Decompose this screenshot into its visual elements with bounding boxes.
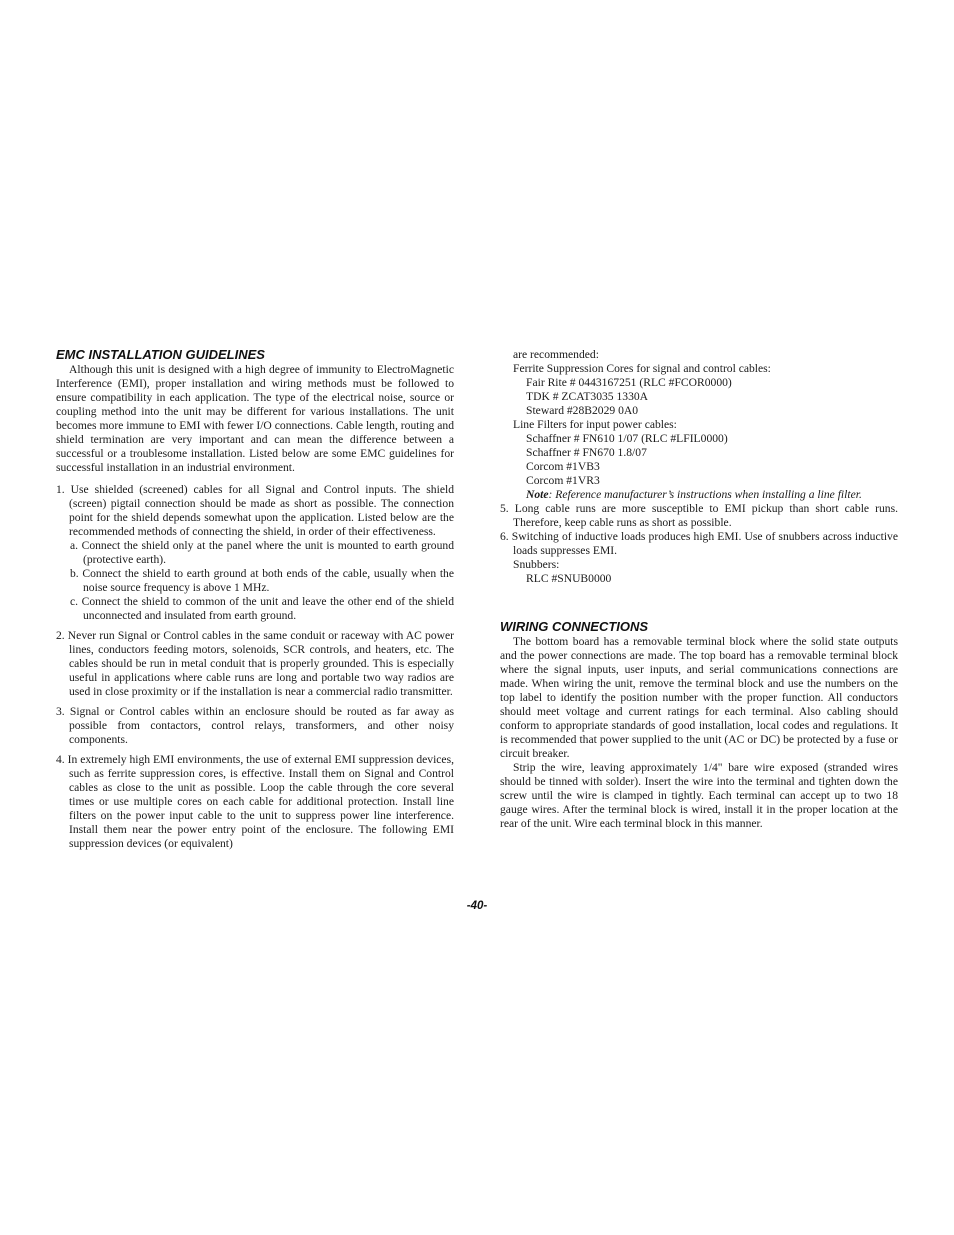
page-number: -40-: [466, 900, 488, 912]
emc-heading: EMC INSTALLATION GUIDELINES: [56, 347, 265, 362]
emc-item-1b: b. Connect the shield to earth ground at both ends of the cable, usually when the noise source frequency is above 1 MHz.: [70, 567, 454, 594]
line-filter-heading: Line Filters for input power cables:: [513, 418, 677, 431]
wiring-paragraph-2: Strip the wire, leaving approximately 1/4" bare wire exposed (stranded wires should be tinned with solder). Insert the wire into the terminal and tighten down the screw until the wire is clamped in tightly. Each terminal can accept up to two 18 gauge wires. After the terminal block is wired, install it in the proper location at the rear of the unit. Wire each terminal block in this manner.: [500, 761, 898, 830]
emc-item-1a: a. Connect the shield only at the panel where the unit is mounted to earth ground (protective earth).: [70, 539, 454, 566]
ferrite-item: TDK # ZCAT3035 1330A: [526, 390, 649, 403]
ferrite-item: Steward #28B2029 0A0: [526, 404, 639, 417]
emc-item-6: 6. Switching of inductive loads produces high EMI. Use of snubbers across inductive loads suppresses EMI.: [500, 530, 898, 557]
emc-item-1c: c. Connect the shield to common of the unit and leave the other end of the shield unconnected and insulated from earth ground.: [70, 595, 454, 622]
line-filter-item: Corcom #1VR3: [526, 474, 600, 487]
section-spacer: [500, 586, 898, 619]
ferrite-item: Fair Rite # 0443167251 (RLC #FCOR0000): [526, 376, 732, 389]
left-column: [56, 347, 454, 851]
ferrite-heading: Ferrite Suppression Cores for signal and control cables:: [513, 362, 771, 375]
snubbers-item: RLC #SNUB0000: [526, 572, 612, 585]
line-filter-item: Schaffner # FN610 1/07 (RLC #LFIL0000): [526, 432, 728, 445]
line-filter-item: Corcom #1VB3: [526, 460, 600, 473]
emc-item-2: 2. Never run Signal or Control cables in the same conduit or raceway with AC power lines, conductors feeding motors, solenoids, SCR controls, and heaters, etc. The cables should be run in metal conduit that is properly grounded. This is especially useful in applications where cable runs are long and portable two way radios are used in close proximity or if the installation is near a commercial radio transmitter.: [56, 629, 454, 698]
note-label: Note: [526, 488, 549, 501]
emc-item-3: 3. Signal or Control cables within an enclosure should be routed as far away as possible from contactors, control relays, transformers, and other noisy components.: [56, 705, 454, 746]
line-filter-note: [500, 488, 898, 502]
emc-item-5: 5. Long cable runs are more susceptible to EMI pickup than short cable runs. Therefore, keep cable runs as short as possible.: [500, 502, 898, 529]
emc-intro-paragraph: Although this unit is designed with a high degree of immunity to ElectroMagnetic Interference (EMI), proper installation and wiring methods must be followed to ensure compatibility in each application. The type of the electrical noise, source or coupling method into the unit may be different for various installations. The unit becomes more immune to EMI with fewer I/O connections. Cable length, routing and shield termination are very important and can mean the difference between a successful or a troublesome installation. Listed below are some EMC guidelines for successful installation in an industrial environment.: [56, 363, 454, 474]
note-text: : Reference manufacturer’s instructions when installing a line filter.: [548, 488, 862, 501]
emc-item-4: 4. In extremely high EMI environments, the use of external EMI suppression devices, such as ferrite suppression cores, is effective. Install them on Signal and Control cables as close to the unit as possible. Loop the cable through the core several times or use multiple cores on each cable for additional protection. Install line filters on the power input cable to the unit to suppress power line interference. Install them near the power entry point of the enclosure. The following EMI suppression devices (or equivalent): [56, 753, 454, 850]
right-column: [500, 348, 898, 831]
emc-item-4-continued: are recommended:: [513, 348, 599, 361]
wiring-paragraph-1: The bottom board has a removable terminal block where the solid state outputs and the power connections are made. The top board has a removable terminal block where the signal inputs, user inputs, and serial communications connections are made. When wiring the unit, remove the terminal block and use the numbers on the top label to identify the position number with the proper function. All conductors should meet voltage and current ratings for each terminal. Also cabling should conform to appropriate standards of good installation, local codes and regulations. It is recommended that power supplied to the unit (AC or DC) be protected by a fuse or circuit breaker.: [500, 635, 898, 760]
emc-item-1: 1. Use shielded (screened) cables for all Signal and Control inputs. The shield (screen) pigtail connection should be made as short as possible. The connection point for the shield depends somewhat upon the application. Listed below are the recommended methods of connecting the shield, in order of their effectiveness.: [56, 483, 454, 538]
line-filter-item: Schaffner # FN670 1.8/07: [526, 446, 647, 459]
snubbers-heading: Snubbers:: [513, 558, 560, 571]
wiring-heading: WIRING CONNECTIONS: [500, 619, 649, 634]
